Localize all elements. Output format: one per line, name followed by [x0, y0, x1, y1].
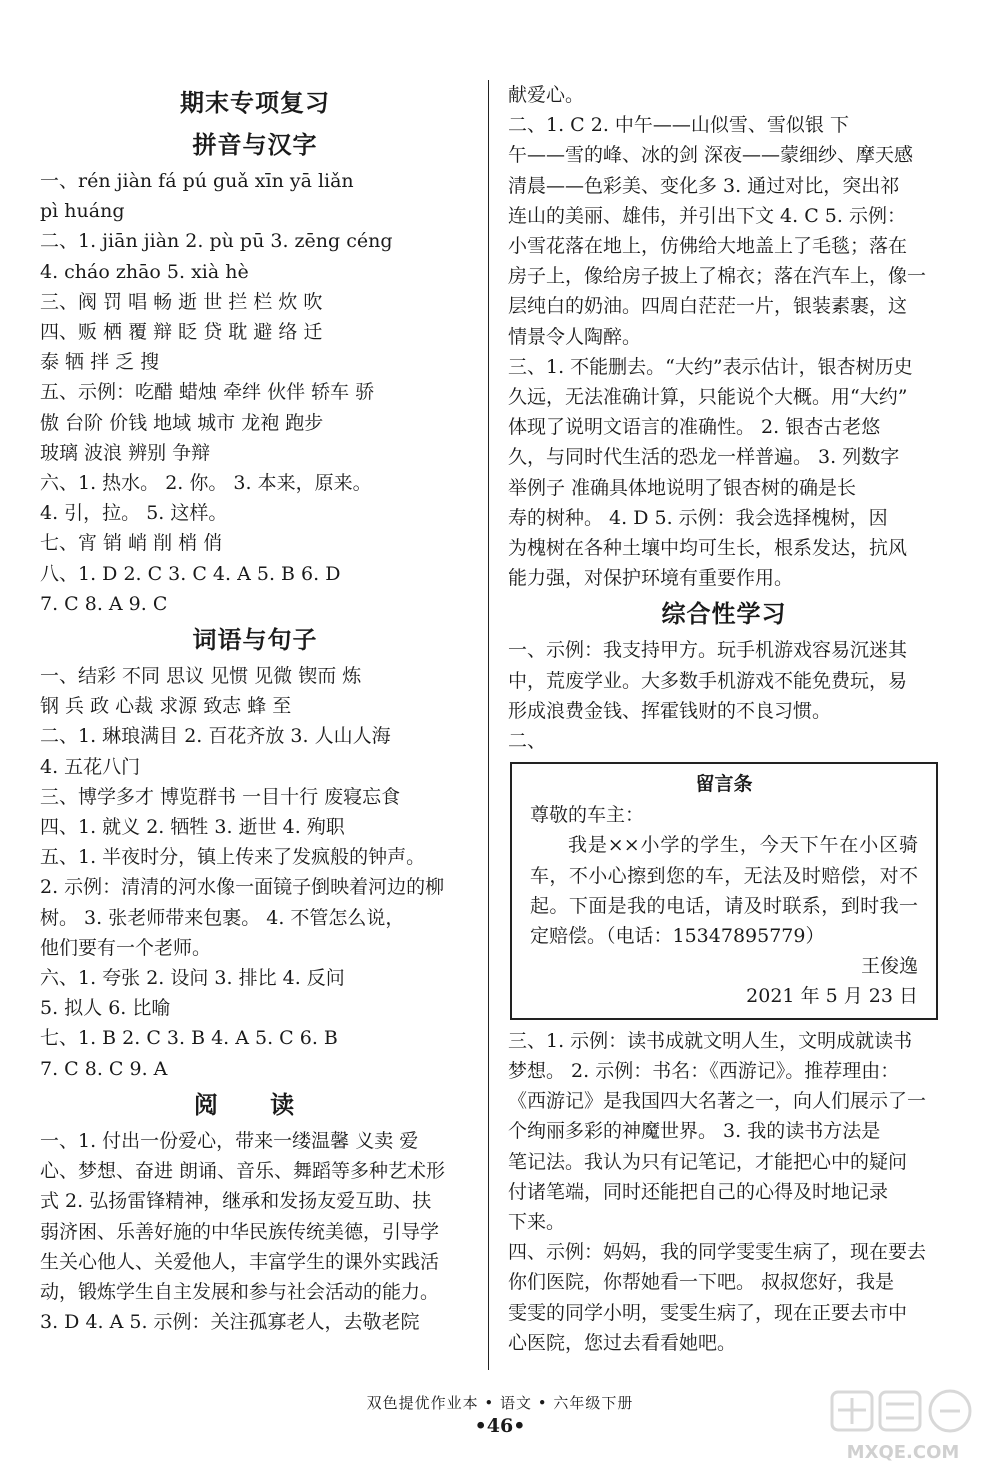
text-line: 7. C 8. C 9. A: [40, 1057, 168, 1080]
text-line: 二、1. 琳琅满目 2. 百花齐放 3. 人山人海: [40, 725, 391, 748]
text-line: 形成浪费金钱、挥霍钱财的不良习惯。: [508, 699, 832, 722]
section-pinyin-body: [40, 166, 470, 619]
text-line: 连山的美丽、雄伟，并引出下文 4. C 5. 示例：: [508, 204, 906, 227]
column-divider: [488, 80, 489, 1370]
text-line: 一、结彩 不同 思议 见惯 见微 锲而 炼: [40, 665, 362, 688]
text-line: 玻璃 波浪 辨别 争辩: [40, 441, 211, 464]
text-line: 寿的树种。 4. D 5. 示例：我会选择槐树，因: [508, 506, 888, 529]
note-body: 我是××小学的学生，今天下午在小区骑车，不小心擦到您的车，无法及时赔偿，对不起。下面是我的电话，请及时联系，到时我一定赔偿。（电话：15347895779）: [530, 834, 918, 948]
text-line: 雯雯的同学小明，雯雯生病了，现在正要去市中: [508, 1301, 908, 1324]
text-line: 下来。: [508, 1210, 566, 1233]
right-column: [508, 80, 940, 1358]
text-line: 傲 台阶 价钱 地域 城市 龙袍 跑步: [40, 411, 324, 434]
text-line: 七、宵 销 峭 削 梢 俏: [40, 532, 223, 555]
watermark-url: MXQE.COM: [846, 1442, 960, 1463]
text-line: 动，锻炼学生自主发展和参与社会活动的能力。: [40, 1280, 440, 1303]
text-line: 7. C 8. A 9. C: [40, 592, 168, 615]
text-line: 二、1. jiān jiàn 2. pù pū 3. zēng céng: [40, 230, 393, 253]
text-line: 4. 五花八门: [40, 755, 141, 778]
text-line: 泰 牺 拌 乏 搜: [40, 351, 160, 374]
text-line: 情景令人陶醉。: [508, 325, 642, 348]
text-line: 5. 拟人 6. 比喻: [40, 997, 171, 1020]
text-line: 层纯白的奶油。四周白茫茫一片，银装素裹，这: [508, 295, 908, 318]
footer-book-title: 双色提优作业本 • 语文 • 六年级下册: [366, 1394, 634, 1412]
text-line: 清晨——色彩美、变化多 3. 通过对比，突出祁: [508, 174, 900, 197]
section-heading-comprehensive: 综合性学习: [661, 600, 787, 629]
text-line: 四、贩 栖 覆 辩 眨 贷 耽 避 络 迁: [40, 321, 323, 344]
section-reading-continued: [508, 80, 940, 593]
text-line: 中，荒废学业。大多数手机游戏不能免费玩，易: [508, 669, 908, 692]
text-line: 笔记法。我认为只有记笔记，才能把心中的疑问: [508, 1150, 908, 1173]
note-greeting: 尊敬的车主：: [530, 804, 645, 827]
text-line: 五、1. 半夜时分，镇上传来了发疯般的钟声。: [40, 846, 426, 869]
watermark-glyph-2: [880, 1392, 920, 1430]
section-words-body: [40, 661, 470, 1084]
text-line: 梦想。 2. 示例：书名：《西游记》。推荐理由：: [508, 1059, 900, 1082]
text-line: 一、示例：我支持甲方。玩手机游戏容易沉迷其: [508, 639, 908, 662]
message-note-box: [510, 762, 938, 1019]
text-line: 四、示例：妈妈，我的同学雯雯生病了，现在要去: [508, 1241, 927, 1264]
text-line: 六、1. 热水。 2. 你。 3. 本来，原来。: [40, 472, 372, 495]
text-line: 五、示例：吃醋 蜡烛 牵绊 伙伴 轿车 骄: [40, 381, 375, 404]
text-line: 《西游记》是我国四大名著之一，向人们展示了一: [508, 1090, 927, 1113]
text-line: 房子上，像给房子披上了棉衣；落在汽车上，像一: [508, 265, 927, 288]
text-line: 你们医院，你帮她看一下吧。 叔叔您好，我是: [508, 1271, 895, 1294]
text-line: 体现了说明文语言的准确性。 2. 银杏古老悠: [508, 416, 881, 439]
text-line: 式 2. 弘扬雷锋精神，继承和发扬友爱互助、扶: [40, 1190, 432, 1213]
text-line: 付诸笔端，同时还能把自己的心得及时地记录: [508, 1180, 889, 1203]
text-line: 4. cháo zhāo 5. xià hè: [40, 260, 249, 283]
section-heading-reading: 阅 读: [193, 1090, 317, 1119]
text-line: 二、1. C 2. 中午——山似雪、雪似银 下: [508, 114, 849, 137]
watermark-logo: [828, 1388, 978, 1468]
text-line: 三、1. 示例：读书成就文明人生，文明成就读书: [508, 1029, 913, 1052]
text-line: 弱济困、乐善好施的中华民族传统美德，引导学: [40, 1220, 440, 1243]
text-line: 他们要有一个老师。: [40, 936, 212, 959]
text-line: 六、1. 夸张 2. 设问 3. 排比 4. 反问: [40, 967, 345, 990]
text-line: 3. D 4. A 5. 示例：关注孤寡老人，去敬老院: [40, 1311, 420, 1334]
text-line: 久，与同时代生活的恐龙一样普遍。 3. 列数字: [508, 446, 900, 469]
text-line: 三、阀 罚 唱 畅 逝 世 拦 栏 炊 吹: [40, 290, 323, 313]
text-line: 一、rén jiàn fá pú guǎ xīn yā liǎn: [40, 170, 354, 192]
text-line: 献爱心。: [508, 84, 585, 106]
text-line: 心、梦想、奋进 朗诵、音乐、舞蹈等多种艺术形: [40, 1160, 446, 1183]
section-comprehensive-body: [508, 635, 940, 1357]
text-line: 一、1. 付出一份爱心，带来一缕温馨 义卖 爱: [40, 1129, 419, 1152]
section-heading-words: 词语与句子: [192, 626, 318, 655]
text-line: 久远，无法准确计算，只能说个大概。用“大约”: [508, 386, 908, 409]
text-line: 个绚丽多彩的神魔世界。 3. 我的读书方法是: [508, 1120, 881, 1143]
text-line: 2. 示例：清清的河水像一面镜子倒映着河边的柳: [40, 876, 445, 899]
text-line: 4. 引，拉。 5. 这样。: [40, 502, 228, 525]
text-line: 三、1. 不能删去。“大约”表示估计，银杏树历史: [508, 355, 913, 378]
page-title: 期末专项复习: [180, 89, 330, 117]
text-line: 七、1. B 2. C 3. B 4. A 5. C 6. B: [40, 1027, 338, 1050]
text-line: 八、1. D 2. C 3. C 4. A 5. B 6. D: [40, 562, 341, 585]
note-date: 2021 年 5 月 23 日: [746, 985, 918, 1008]
note-title: 留言条: [695, 773, 753, 796]
text-line: 举例子 准确具体地说明了银杏树的确是长: [508, 476, 857, 499]
note-signature: 王俊逸: [860, 955, 918, 978]
text-line: 树。 3. 张老师带来包裹。 4. 不管怎么说，: [40, 906, 405, 929]
page-number: •46•: [474, 1415, 526, 1437]
text-line: 心医院，您过去看看她吧。: [508, 1331, 737, 1354]
left-column: [40, 80, 470, 1337]
section-reading-body: [40, 1126, 470, 1337]
text-line: 能力强，对保护环境有重要作用。: [508, 567, 794, 590]
text-line: 四、1. 就义 2. 牺牲 3. 逝世 4. 殉职: [40, 816, 345, 839]
text-line: pì huáng: [40, 200, 125, 223]
text-line: 生关心他人、关爱他人，丰富学生的课外实践活: [40, 1250, 440, 1273]
text-line: 三、博学多才 博览群书 一目十行 废寝忘食: [40, 785, 401, 808]
text-line: 二、: [508, 730, 547, 753]
text-line: 钢 兵 政 心裁 求源 致志 蜂 至: [40, 695, 292, 718]
text-line: 小雪花落在地上，仿佛给大地盖上了毛毯；落在: [508, 235, 908, 258]
watermark-strokes: [838, 1398, 960, 1424]
text-line: 午——雪的峰、冰的剑 深夜——蒙细纱、摩天感: [508, 144, 914, 167]
text-line: 为槐树在各种土壤中均可生长，根系发达，抗风: [508, 537, 908, 560]
section-heading-pinyin: 拼音与汉字: [192, 131, 318, 159]
